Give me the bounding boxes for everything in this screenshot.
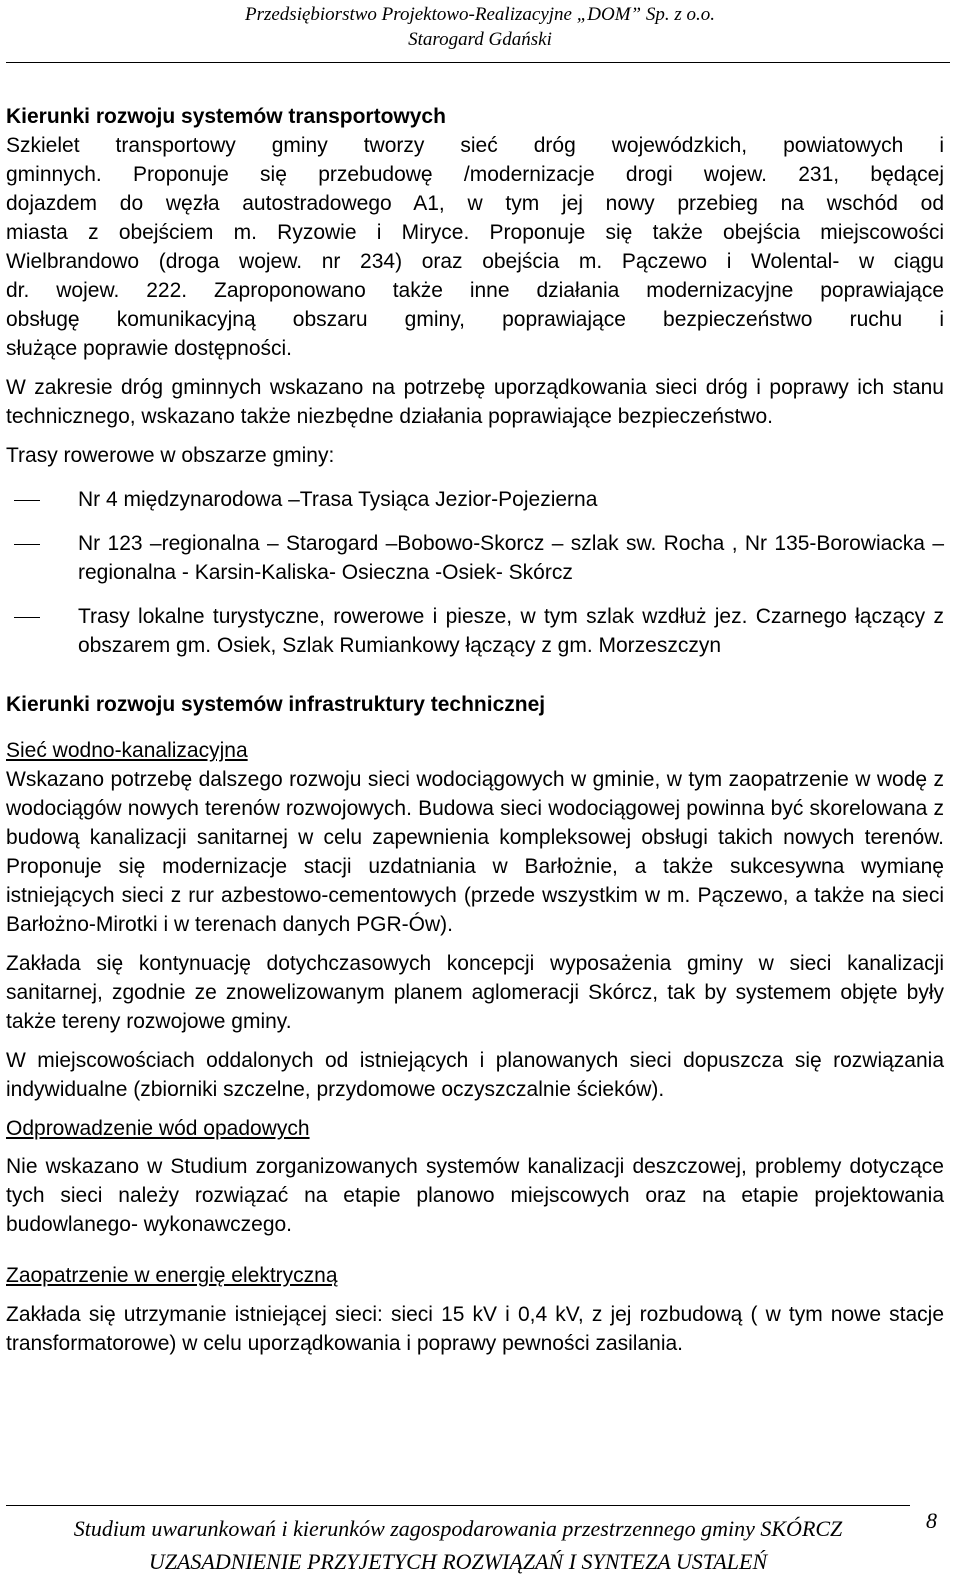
text-line: dr. wojew. 222. Zaproponowano także inne działania modernizacyjne poprawiające — [6, 279, 944, 302]
water-sewage-heading: Sieć wodno-kanalizacyjna — [6, 739, 248, 762]
bike-routes-intro: Trasy rowerowe w obszarze gminy: — [6, 444, 335, 467]
footer-subtitle: UZASADNIENIE PRZYJETYCH ROZWIĄZAŃ I SYNTEZA USTALEŃ — [148, 1549, 768, 1574]
energy-heading: Zaopatrzenie w energię elektryczną — [6, 1264, 338, 1287]
text-line: Szkielet transportowy gminy tworzy sieć dróg wojewódzkich, powiatowych i — [6, 134, 944, 157]
footer-title: Studium uwarunkowań i kierunków zagospodarowania przestrzennego gminy SKÓRCZ — [73, 1516, 843, 1541]
text-line: Wielbrandowo (droga wojew. nr 234) oraz obejścia m. Pączewo i Wolental- w ciągu — [6, 250, 944, 273]
list-item-text: Trasy lokalne turystyczne, rowerowe i piesze, w tym szlak wzdłuż jez. Czarnego łączący z obszarem gm. Osiek, Szlak Rumiankowy łączący z gm. Morzeszczyn — [78, 605, 944, 657]
list-item — [6, 485, 944, 514]
dash-bullet-icon — [14, 617, 40, 618]
footer-divider — [6, 1505, 910, 1506]
dash-bullet-icon — [14, 544, 40, 545]
text-line: obsługę komunikacyjną obszaru gminy, poprawiające bezpieczeństwo ruchu i — [6, 308, 944, 331]
energy-paragraph: Zakłada się utrzymanie istniejącej sieci: sieci 15 kV i 0,4 kV, z jej rozbudową ( w tym nowe stacje transformatorowe) w celu uporządkowania i poprawy pewności zasilania. — [6, 1303, 944, 1355]
text-line: dojazdem do węzła autostradowego A1, w tym jej nowy przebieg na wschód od — [6, 192, 944, 215]
header-city: Starogard Gdański — [408, 29, 552, 50]
page-footer — [18, 1512, 898, 1578]
dash-bullet-icon — [14, 500, 40, 501]
transport-paragraph-2: W zakresie dróg gminnych wskazano na potrzebę uporządkowania sieci dróg i poprawy ich stanu technicznego, wskazano także niezbędne działania poprawiające bezpieczeństwo. — [6, 376, 944, 428]
text-line: gminnych. Proponuje się przebudowę /modernizacje drogi wojew. 231, będącej — [6, 163, 944, 186]
rainwater-paragraph: Nie wskazano w Studium zorganizowanych systemów kanalizacji deszczowej, problemy dotyczące tych sieci należy rozwiązać na etapie planowo miejscowych oraz na etapie projektowania budowlanego- wykonawczego. — [6, 1155, 944, 1236]
list-item-text: Nr 4 międzynarodowa –Trasa Tysiąca Jezior-Pojezierna — [78, 488, 598, 511]
list-item — [6, 602, 944, 660]
text-line: służące poprawie dostępności. — [6, 337, 293, 360]
infrastructure-heading: Kierunki rozwoju systemów infrastruktury technicznej — [6, 693, 546, 716]
water-paragraph-2: Zakłada się kontynuację dotychczasowych koncepcji wyposażenia gminy w sieci kanalizacji sanitarnej, zgodnie ze znowelizowanym planem aglomeracji Skórcz, tak by systemem objęte były także tereny rozwojowe gminy. — [6, 952, 944, 1033]
text-line: miasta z obejściem m. Ryzowie i Miryce. Proponuje się także obejścia miejscowości — [6, 221, 944, 244]
page-number: 8 — [926, 1508, 937, 1533]
header-company: Przedsiębiorstwo Projektowo-Realizacyjne „DOM” Sp. z o.o. — [244, 4, 716, 25]
water-paragraph-3: W miejscowościach oddalonych od istniejących i planowanych sieci dopuszcza się rozwiązania indywidualne (zbiorniki szczelne, przydomowe oczyszczalnie ścieków). — [6, 1049, 944, 1101]
transport-heading: Kierunki rozwoju systemów transportowych — [6, 105, 446, 128]
rainwater-heading: Odprowadzenie wód opadowych — [6, 1117, 310, 1140]
document-body — [6, 102, 944, 1358]
transport-paragraph-1 — [6, 131, 944, 363]
list-item-text: Nr 123 –regionalna – Starogard –Bobowo-Skorcz – szlak sw. Rocha , Nr 135-Borowiacka –regionalna - Karsin-Kaliska- Osieczna -Osiek- Skórcz — [78, 532, 944, 584]
header-divider — [6, 62, 950, 63]
page-header — [0, 2, 960, 52]
water-paragraph-1: Wskazano potrzebę dalszego rozwoju sieci wodociągowych w gminie, w tym zaopatrzenie w wodę z wodociągów nowych terenów rozwojowych. Budowa sieci wodociągowej powinna być skorelowana z budową kanalizacji sanitarnej w celu zapewnienia kompleksowej obsługi takich nowych terenów. Proponuje się modernizacje stacji uzdatniania w Barłożnie, a także sukcesywna wymianę istniejących sieci z rur azbestowo-cementowych (przede wszystkim w m. Pączewo, a także na sieci Barłożno-Mirotki i w terenach danych PGR-Ów). — [6, 768, 944, 936]
list-item — [6, 529, 944, 587]
